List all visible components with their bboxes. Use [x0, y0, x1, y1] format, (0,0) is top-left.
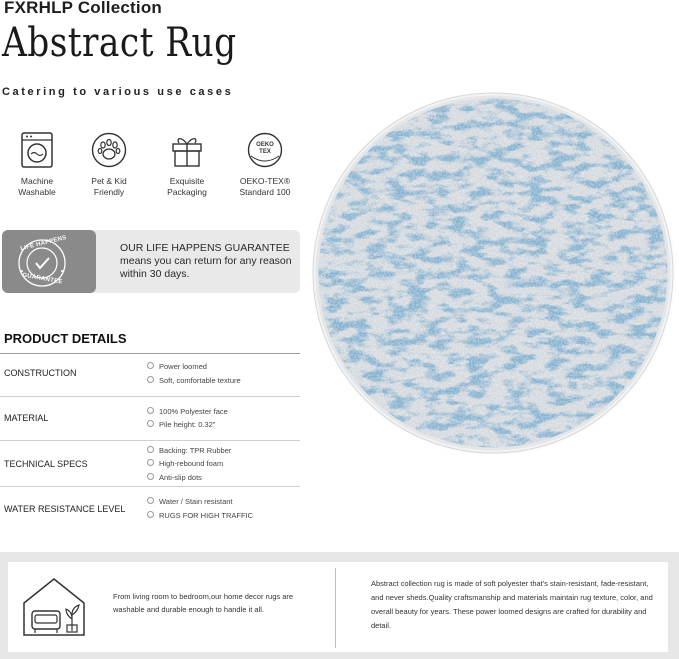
divider — [0, 440, 300, 441]
bullet-icon — [147, 473, 154, 480]
detail-item-text: Backing: TPR Rubber — [159, 446, 232, 455]
bullet-icon — [147, 420, 154, 427]
bottom-card — [8, 562, 668, 652]
oeko-tex-icon-text: OEKO TEX — [256, 142, 274, 155]
oeko-tex-icon — [247, 132, 283, 168]
brand-name: FXRHLP Collection — [4, 0, 162, 17]
detail-item — [147, 420, 215, 429]
rug-image — [308, 88, 678, 458]
paw-icon — [91, 132, 127, 168]
detail-item — [147, 459, 223, 468]
divider — [0, 353, 300, 354]
detail-item-text: High-rebound foam — [159, 459, 224, 468]
feature-exquisite-packaging — [149, 132, 225, 198]
bullet-icon — [147, 459, 154, 466]
bottom-right-text: Abstract collection rug is made of soft polyester that's stain-resistant, fade-resistant, and never sheds.Quality craftsmanship and materials maintain rug texture, color, and overall beauty for years. These power loomed designs are crafted for durability and detail. — [371, 579, 653, 630]
feature-label-line1: Pet & Kid — [91, 176, 127, 186]
bullet-icon — [147, 376, 154, 383]
detail-item — [147, 497, 233, 506]
detail-label-technical-specs: TECHNICAL SPECS — [4, 459, 88, 469]
feature-label-line2: Washable — [18, 187, 56, 197]
detail-label-water-resistance: WATER RESISTANCE LEVEL — [4, 504, 126, 514]
feature-label-line2: Standard 100 — [239, 187, 291, 197]
gift-icon — [169, 132, 205, 168]
detail-item-text: RUGS FOR HIGH TRAFFIC — [159, 511, 254, 520]
detail-item-text: 100% Polyester face — [159, 407, 228, 416]
guarantee-heading: OUR LIFE HAPPENS GUARANTEE — [120, 242, 290, 254]
detail-item-text: Power loomed — [159, 362, 207, 371]
bullet-icon — [147, 407, 154, 414]
detail-label-construction: CONSTRUCTION — [4, 368, 77, 378]
divider — [0, 486, 300, 487]
bottom-left-text: From living room to bedroom,our home decor rugs are washable and durable enough to handle it all. — [113, 592, 294, 614]
bullet-icon — [147, 446, 154, 453]
washing-machine-icon — [19, 132, 55, 168]
feature-label-line1: Exquisite — [169, 176, 205, 186]
detail-item — [147, 473, 202, 482]
divider — [0, 396, 300, 397]
bullet-icon — [147, 497, 154, 504]
feature-label-line2: Packaging — [167, 187, 207, 197]
bullet-icon — [147, 511, 154, 518]
feature-label-line1: Machine — [20, 176, 54, 186]
detail-item-text: Pile height: 0.32" — [159, 420, 216, 429]
badge-text-top: LIFE HAPPENS — [19, 234, 68, 253]
feature-pet-kid-friendly — [71, 132, 147, 198]
guarantee-panel — [2, 230, 300, 293]
detail-item — [147, 376, 241, 385]
home-armchair-icon — [22, 575, 86, 642]
product-details-title: PRODUCT DETAILS — [4, 331, 127, 346]
bullet-icon — [147, 362, 154, 369]
guarantee-text-block — [120, 242, 296, 281]
feature-oeko-tex — [227, 132, 303, 198]
badge-text-bottom: GUARANTEE — [21, 272, 63, 286]
detail-label-material: MATERIAL — [4, 413, 49, 423]
detail-item — [147, 511, 253, 520]
feature-label-line1: OEKO-TEX® — [239, 176, 291, 186]
tagline: Catering to various use cases — [2, 86, 234, 98]
divider — [335, 568, 336, 648]
detail-item-text: Soft, comfortable texture — [159, 376, 241, 385]
detail-item-text: Water / Stain resistant — [159, 497, 233, 506]
detail-item — [147, 407, 228, 416]
page-title: Abstract Rug — [2, 20, 237, 66]
detail-item-text: Anti-slip dots — [159, 473, 202, 482]
guarantee-badge — [2, 230, 96, 293]
guarantee-description: means you can return for any reason within 30 days. — [120, 255, 292, 280]
detail-item — [147, 446, 231, 455]
feature-machine-washable — [0, 132, 75, 198]
bottom-banner — [0, 552, 679, 659]
feature-label-line2: Friendly — [93, 187, 125, 197]
detail-item — [147, 362, 207, 371]
